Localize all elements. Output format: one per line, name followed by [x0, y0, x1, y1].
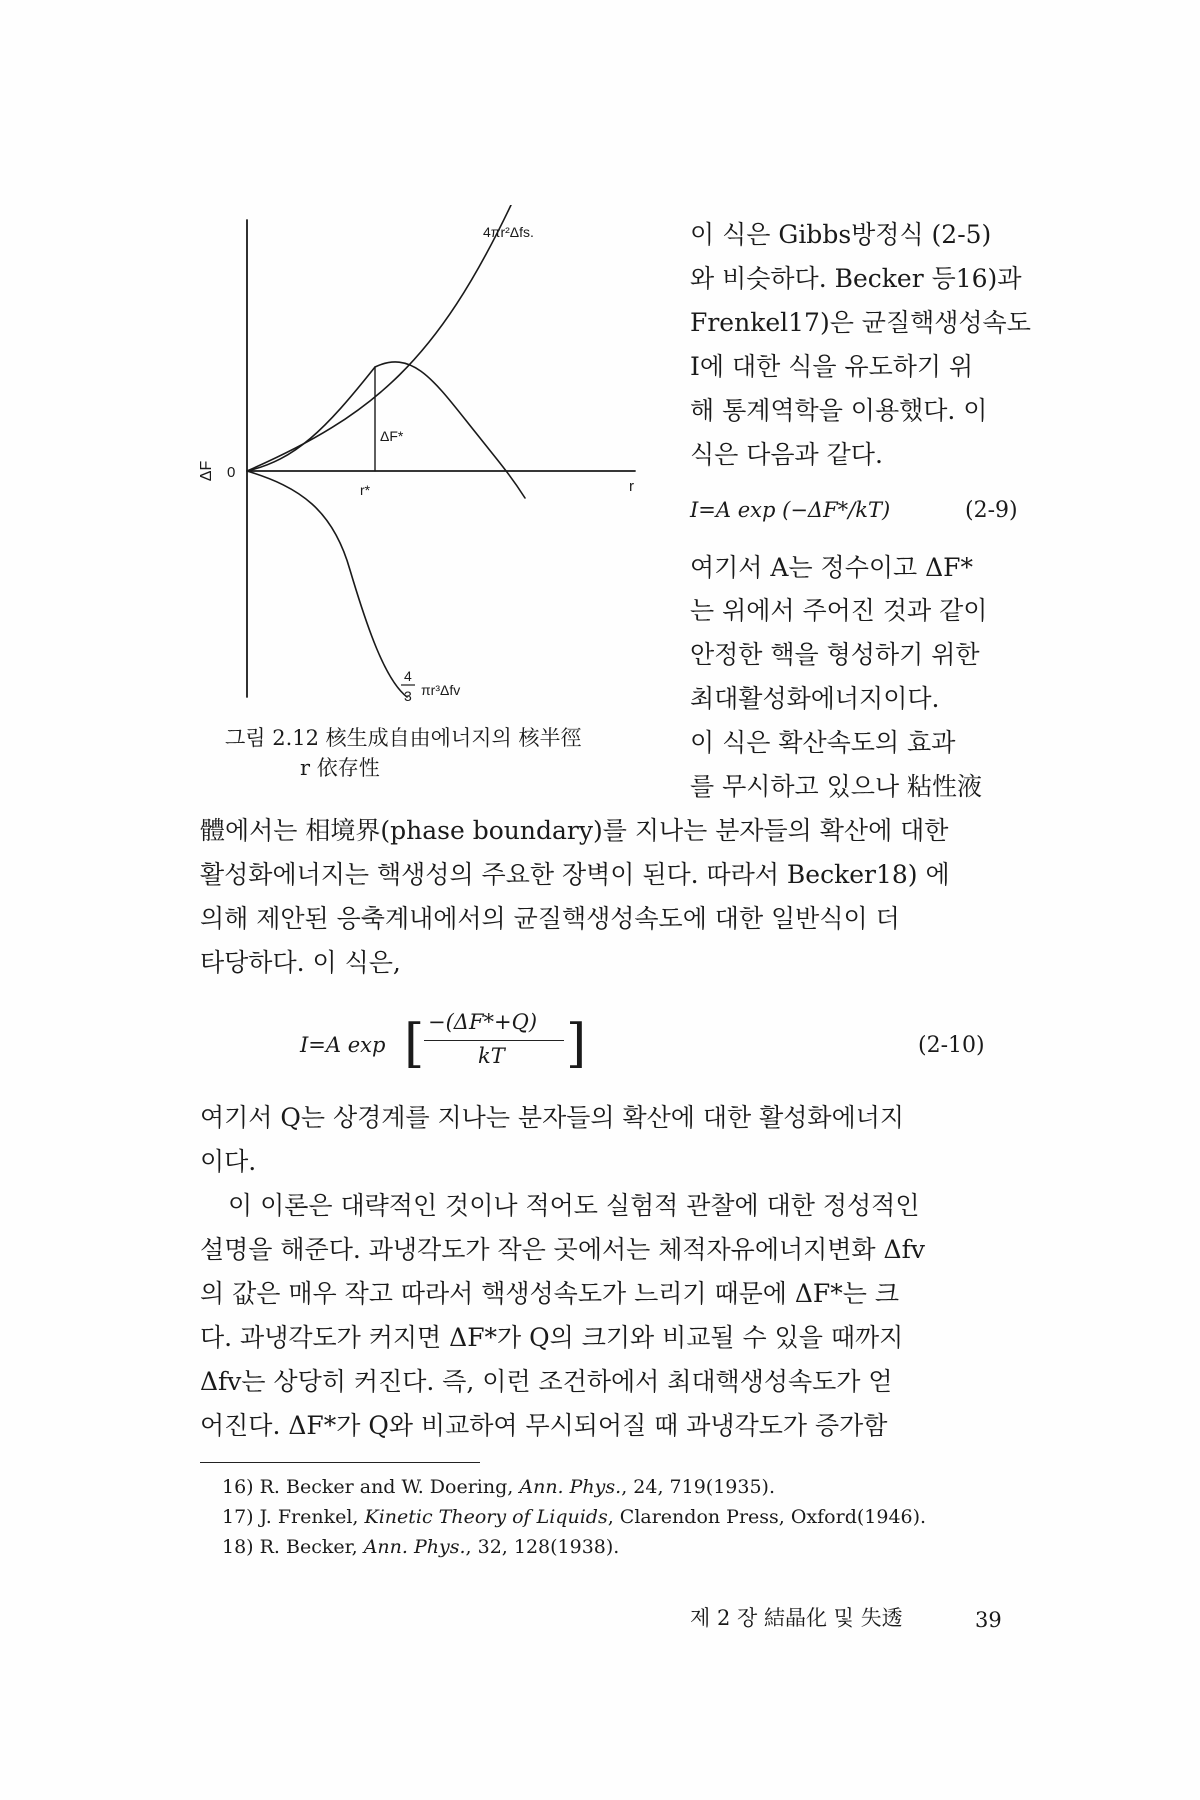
right-col-line: 안정한 핵을 형성하기 위한: [690, 640, 980, 669]
equation-2-10-fraction-bar: [424, 1040, 564, 1041]
equation-2-10-right-bracket: ]: [566, 1014, 587, 1074]
delta-f-star-label: ΔF*: [380, 428, 404, 444]
equation-2-10-denominator: kT: [478, 1044, 505, 1068]
running-footer-chapter: 제 2 장 結晶化 및 失透: [690, 1606, 903, 1630]
volume-energy-curve: [247, 471, 407, 697]
footnote-divider: [200, 1462, 480, 1463]
footnote-17: [222, 1508, 926, 1527]
equation-2-10-number: (2-10): [918, 1033, 985, 1058]
page-number: 39: [975, 1608, 1002, 1632]
footnote-author: 18) R. Becker,: [222, 1536, 364, 1558]
figure-caption-line-2: r 依存性: [300, 756, 380, 780]
right-col-line: 와 비슷하다. Becker 등16)과: [690, 264, 1022, 293]
right-col-line: 여기서 A는 정수이고 ΔF*: [690, 553, 973, 582]
origin-label: 0: [227, 464, 236, 481]
right-col-line: 를 무시하고 있으나 粘性液: [690, 772, 983, 801]
right-col-line: Frenkel17)은 균질핵생성속도: [690, 308, 1031, 337]
nucleation-energy-figure: [175, 205, 645, 715]
body-line: 體에서는 相境界(phase boundary)를 지나는 분자들의 확산에 대한: [200, 816, 949, 845]
body-line: 의 값은 매우 작고 따라서 핵생성속도가 느리기 때문에 ΔF*는 크: [200, 1279, 900, 1308]
footnote-18: [222, 1538, 619, 1557]
equation-2-10-lhs: I=A exp: [300, 1033, 386, 1057]
surface-term-label: 4πr²Δfs.: [483, 224, 534, 240]
footnote-title: Ann. Phys.: [363, 1536, 466, 1558]
figure-caption-line-1: 그림 2.12 核生成自由에너지의 核半徑: [225, 726, 582, 750]
x-axis-label: r: [629, 478, 634, 495]
volume-term-label: πr³Δfv: [421, 682, 461, 698]
footnote-author: 16) R. Becker and W. Doering,: [222, 1476, 520, 1498]
right-col-line: I에 대한 식을 유도하기 위: [690, 352, 974, 381]
right-col-line: 식은 다음과 같다.: [690, 440, 883, 469]
body-line: 여기서 Q는 상경계를 지나는 분자들의 확산에 대한 활성화에너지: [200, 1103, 905, 1132]
equation-2-9-number: (2-9): [965, 498, 1018, 523]
footnote-details: , 24, 719(1935).: [621, 1476, 776, 1498]
body-line: 이다.: [200, 1147, 257, 1176]
body-line: Δfv는 상당히 커진다. 즉, 이런 조건하에서 최대핵생성속도가 얻: [200, 1367, 893, 1396]
body-line: 타당하다. 이 식은,: [200, 948, 401, 977]
footnote-title: Kinetic Theory of Liquids: [364, 1506, 608, 1528]
right-col-line: 는 위에서 주어진 것과 같이: [690, 596, 988, 625]
equation-2-10-numerator: −(ΔF*+Q): [428, 1010, 538, 1034]
equation-2-9: I=A exp (−ΔF*/kT): [690, 498, 891, 522]
right-col-line: 이 식은 확산속도의 효과: [690, 728, 956, 757]
body-line: 다. 과냉각도가 커지면 ΔF*가 Q의 크기와 비교될 수 있을 때까지: [200, 1323, 904, 1352]
body-line: 활성화에너지는 핵생성의 주요한 장벽이 된다. 따라서 Becker18) 에: [200, 860, 950, 889]
right-col-line: 이 식은 Gibbs방정식 (2-5): [690, 220, 992, 249]
volume-coeff-denominator: 3: [404, 688, 412, 704]
volume-coeff-numerator: 4: [404, 668, 412, 684]
footnote-details: , 32, 128(1938).: [465, 1536, 620, 1558]
surface-energy-curve: [247, 205, 511, 471]
body-line: 의해 제안된 응축계내에서의 균질핵생성속도에 대한 일반식이 더: [200, 904, 900, 933]
footnote-title: Ann. Phys.: [519, 1476, 622, 1498]
footnote-details: , Clarendon Press, Oxford(1946).: [607, 1506, 927, 1528]
r-star-label: r*: [360, 482, 371, 498]
right-col-line: 최대활성화에너지이다.: [690, 684, 940, 713]
body-line: 이 이론은 대략적인 것이나 적어도 실험적 관찰에 대한 정성적인: [228, 1191, 920, 1220]
equation-2-10-left-bracket: [: [404, 1014, 425, 1074]
footnote-16: [222, 1478, 775, 1497]
y-axis-label: ΔF: [198, 460, 215, 482]
body-line: 어진다. ΔF*가 Q와 비교하여 무시되어질 때 과냉각도가 증가함: [200, 1411, 888, 1440]
body-line: 설명을 해준다. 과냉각도가 작은 곳에서는 체적자유에너지변화 Δfv: [200, 1235, 925, 1264]
footnote-author: 17) J. Frenkel,: [222, 1506, 365, 1528]
right-col-line: 해 통계역학을 이용했다. 이: [690, 396, 988, 425]
